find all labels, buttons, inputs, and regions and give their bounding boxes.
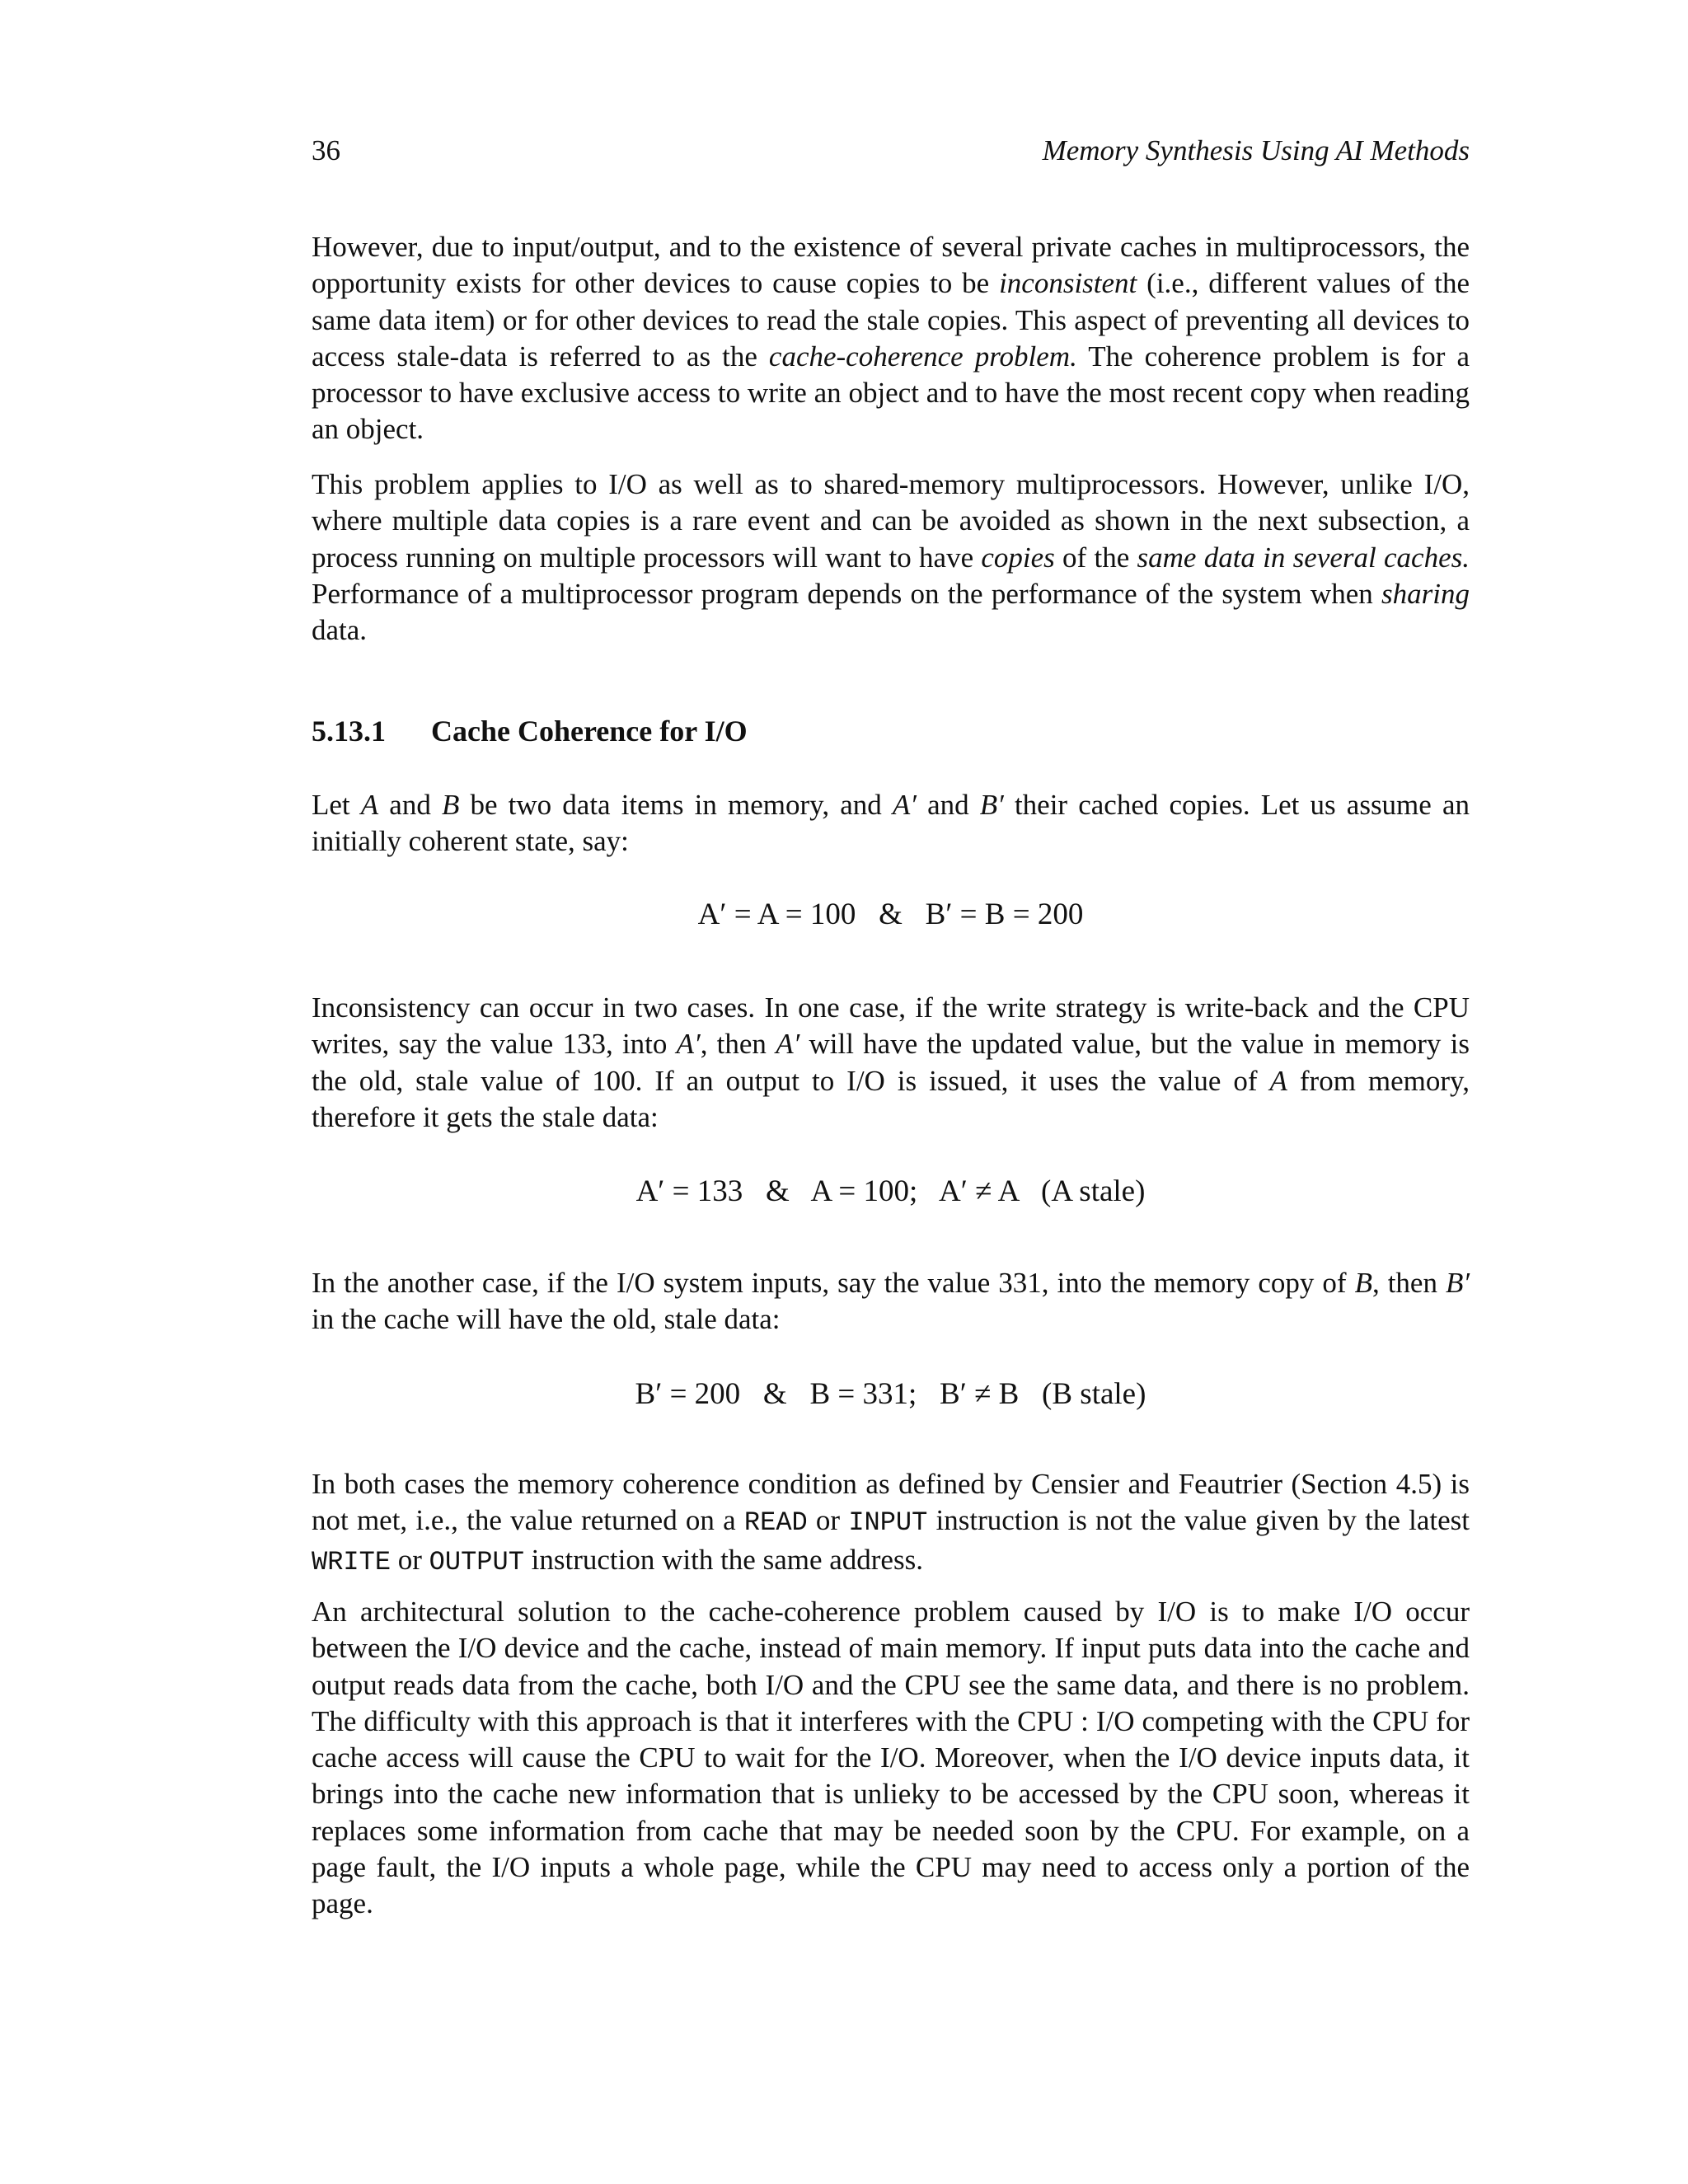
section-heading (312, 710, 748, 752)
text-run: , then (1372, 1267, 1446, 1299)
text-run: In both cases the memory coherence condition as defined by Censier and Feautrier (Section 4.5) is not met, i.e., the value returned on a (312, 1468, 1470, 1537)
text-run: , then (700, 1028, 776, 1061)
section-title: Cache Coherence for I/O (431, 715, 748, 748)
equation-text: A′ = A = 100 & B′ = B = 200 (697, 898, 1084, 931)
paragraph-io-input-case (312, 1265, 1470, 1338)
text-run: or (807, 1504, 849, 1537)
running-head (312, 130, 1470, 171)
math-symbol: B′ (1445, 1267, 1470, 1299)
text-run: from memory, therefore it gets the stale data: (312, 1064, 1470, 1133)
text-run: The coherence problem is for a processor to have exclusive access to write an object and to have the most recent copy when reading an object. (312, 340, 1470, 446)
italic-term: inconsistent (999, 267, 1137, 300)
math-symbol: A′ (676, 1028, 701, 1061)
math-symbol: B′ (979, 789, 1004, 821)
text-run: In the another case, if the I/O system inputs, say the value 331, into the memory copy of (312, 1267, 1355, 1299)
page-number: 36 (312, 134, 340, 166)
equation-text: B′ = 200 & B = 331; B′ ≠ B (B stale) (635, 1377, 1146, 1411)
paragraph-architectural-solution (312, 1594, 1470, 1923)
paragraph-io-multiprocessors (312, 466, 1470, 649)
math-symbol: B (441, 789, 460, 821)
book-page (312, 0, 1470, 2184)
equation-b-stale (312, 1374, 1470, 1415)
text-run: and (916, 789, 980, 821)
text-run: Inconsistency can occur in two cases. In one case, if the write strategy is write-back and the CPU writes, say the value 133, into (312, 991, 1470, 1061)
text-run: Performance of a multiprocessor program depends on the performance of the system when (312, 577, 1382, 610)
text-run: (i.e., different values of the same data item) or for other devices to read the stale copies. This aspect of preventing all devices to access stale-data is referred to as the (312, 267, 1470, 373)
italic-term: same data in several caches. (1137, 541, 1470, 574)
instruction-keyword: WRITE (312, 1546, 392, 1577)
text-run: and (378, 789, 442, 821)
paragraph-cache-inconsistency (312, 229, 1470, 448)
italic-term: cache-coherence problem. (768, 340, 1077, 373)
instruction-keyword: INPUT (848, 1507, 928, 1539)
text-run: Let (312, 789, 361, 821)
section-number: 5.13.1 (312, 715, 386, 748)
text-run: An architectural solution to the cache-coherence problem caused by I/O is to make I/O occur between the I/O device and the cache, instead of main memory. If input puts data into the cache and output reads data from the cache, both I/O and the CPU see the same data, and there is no problem. The difficulty with this approach is that it interferes with the CPU : I/O competing with the CPU for cache access will cause the CPU to wait for the I/O. Moreover, when the I/O device inputs data, it brings into the cache new information that is unlieky to be accessed by the CPU soon, whereas it replaces some information from cache that may be needed soon by the CPU. For example, on a page fault, the I/O inputs a whole page, while the CPU may need to access only a portion of the page. (312, 1596, 1470, 1920)
equation-a-stale (312, 1171, 1470, 1212)
text-run: or (391, 1543, 429, 1576)
paragraph-coherence-condition (312, 1466, 1470, 1581)
text-run: instruction with the same address. (523, 1543, 923, 1576)
italic-term: sharing (1381, 577, 1470, 610)
instruction-keyword: OUTPUT (429, 1546, 524, 1577)
math-symbol: A′ (776, 1028, 800, 1061)
text-run: will have the updated value, but the value in memory is the old, stale value of 100. If an output to I/O is issued, it uses the value of (312, 1028, 1470, 1097)
text-run: However, due to input/output, and to the existence of several private caches in multiprocessors, the opportunity exists for other devices to cause copies to be (312, 231, 1470, 300)
instruction-keyword: READ (743, 1507, 808, 1539)
text-run: This problem applies to I/O as well as to shared-memory multiprocessors. However, unlike I/O, where multiple data copies is a rare event and can be avoided as shown in the next subsection, a process running on multiple processors will want to have (312, 468, 1470, 574)
paragraph-data-items (312, 787, 1470, 860)
text-run: their cached copies. Let us assume an initially coherent state, say: (312, 789, 1470, 858)
text-run: data. (312, 614, 368, 647)
math-symbol: A (1269, 1064, 1287, 1097)
equation-initial-state (312, 894, 1470, 935)
math-symbol: A′ (892, 789, 917, 821)
equation-text: A′ = 133 & A = 100; A′ ≠ A (A stale) (635, 1174, 1146, 1208)
text-run: be two data items in memory, and (459, 789, 893, 821)
text-run: in the cache will have the old, stale data: (312, 1303, 781, 1336)
math-symbol: B (1354, 1267, 1372, 1299)
text-run: instruction is not the value given by the latest (927, 1504, 1470, 1537)
running-title: Memory Synthesis Using AI Methods (1042, 134, 1470, 166)
paragraph-write-back-case (312, 990, 1470, 1136)
math-symbol: A (360, 789, 379, 821)
text-run: of the (1054, 541, 1137, 574)
italic-term: copies (981, 541, 1055, 574)
